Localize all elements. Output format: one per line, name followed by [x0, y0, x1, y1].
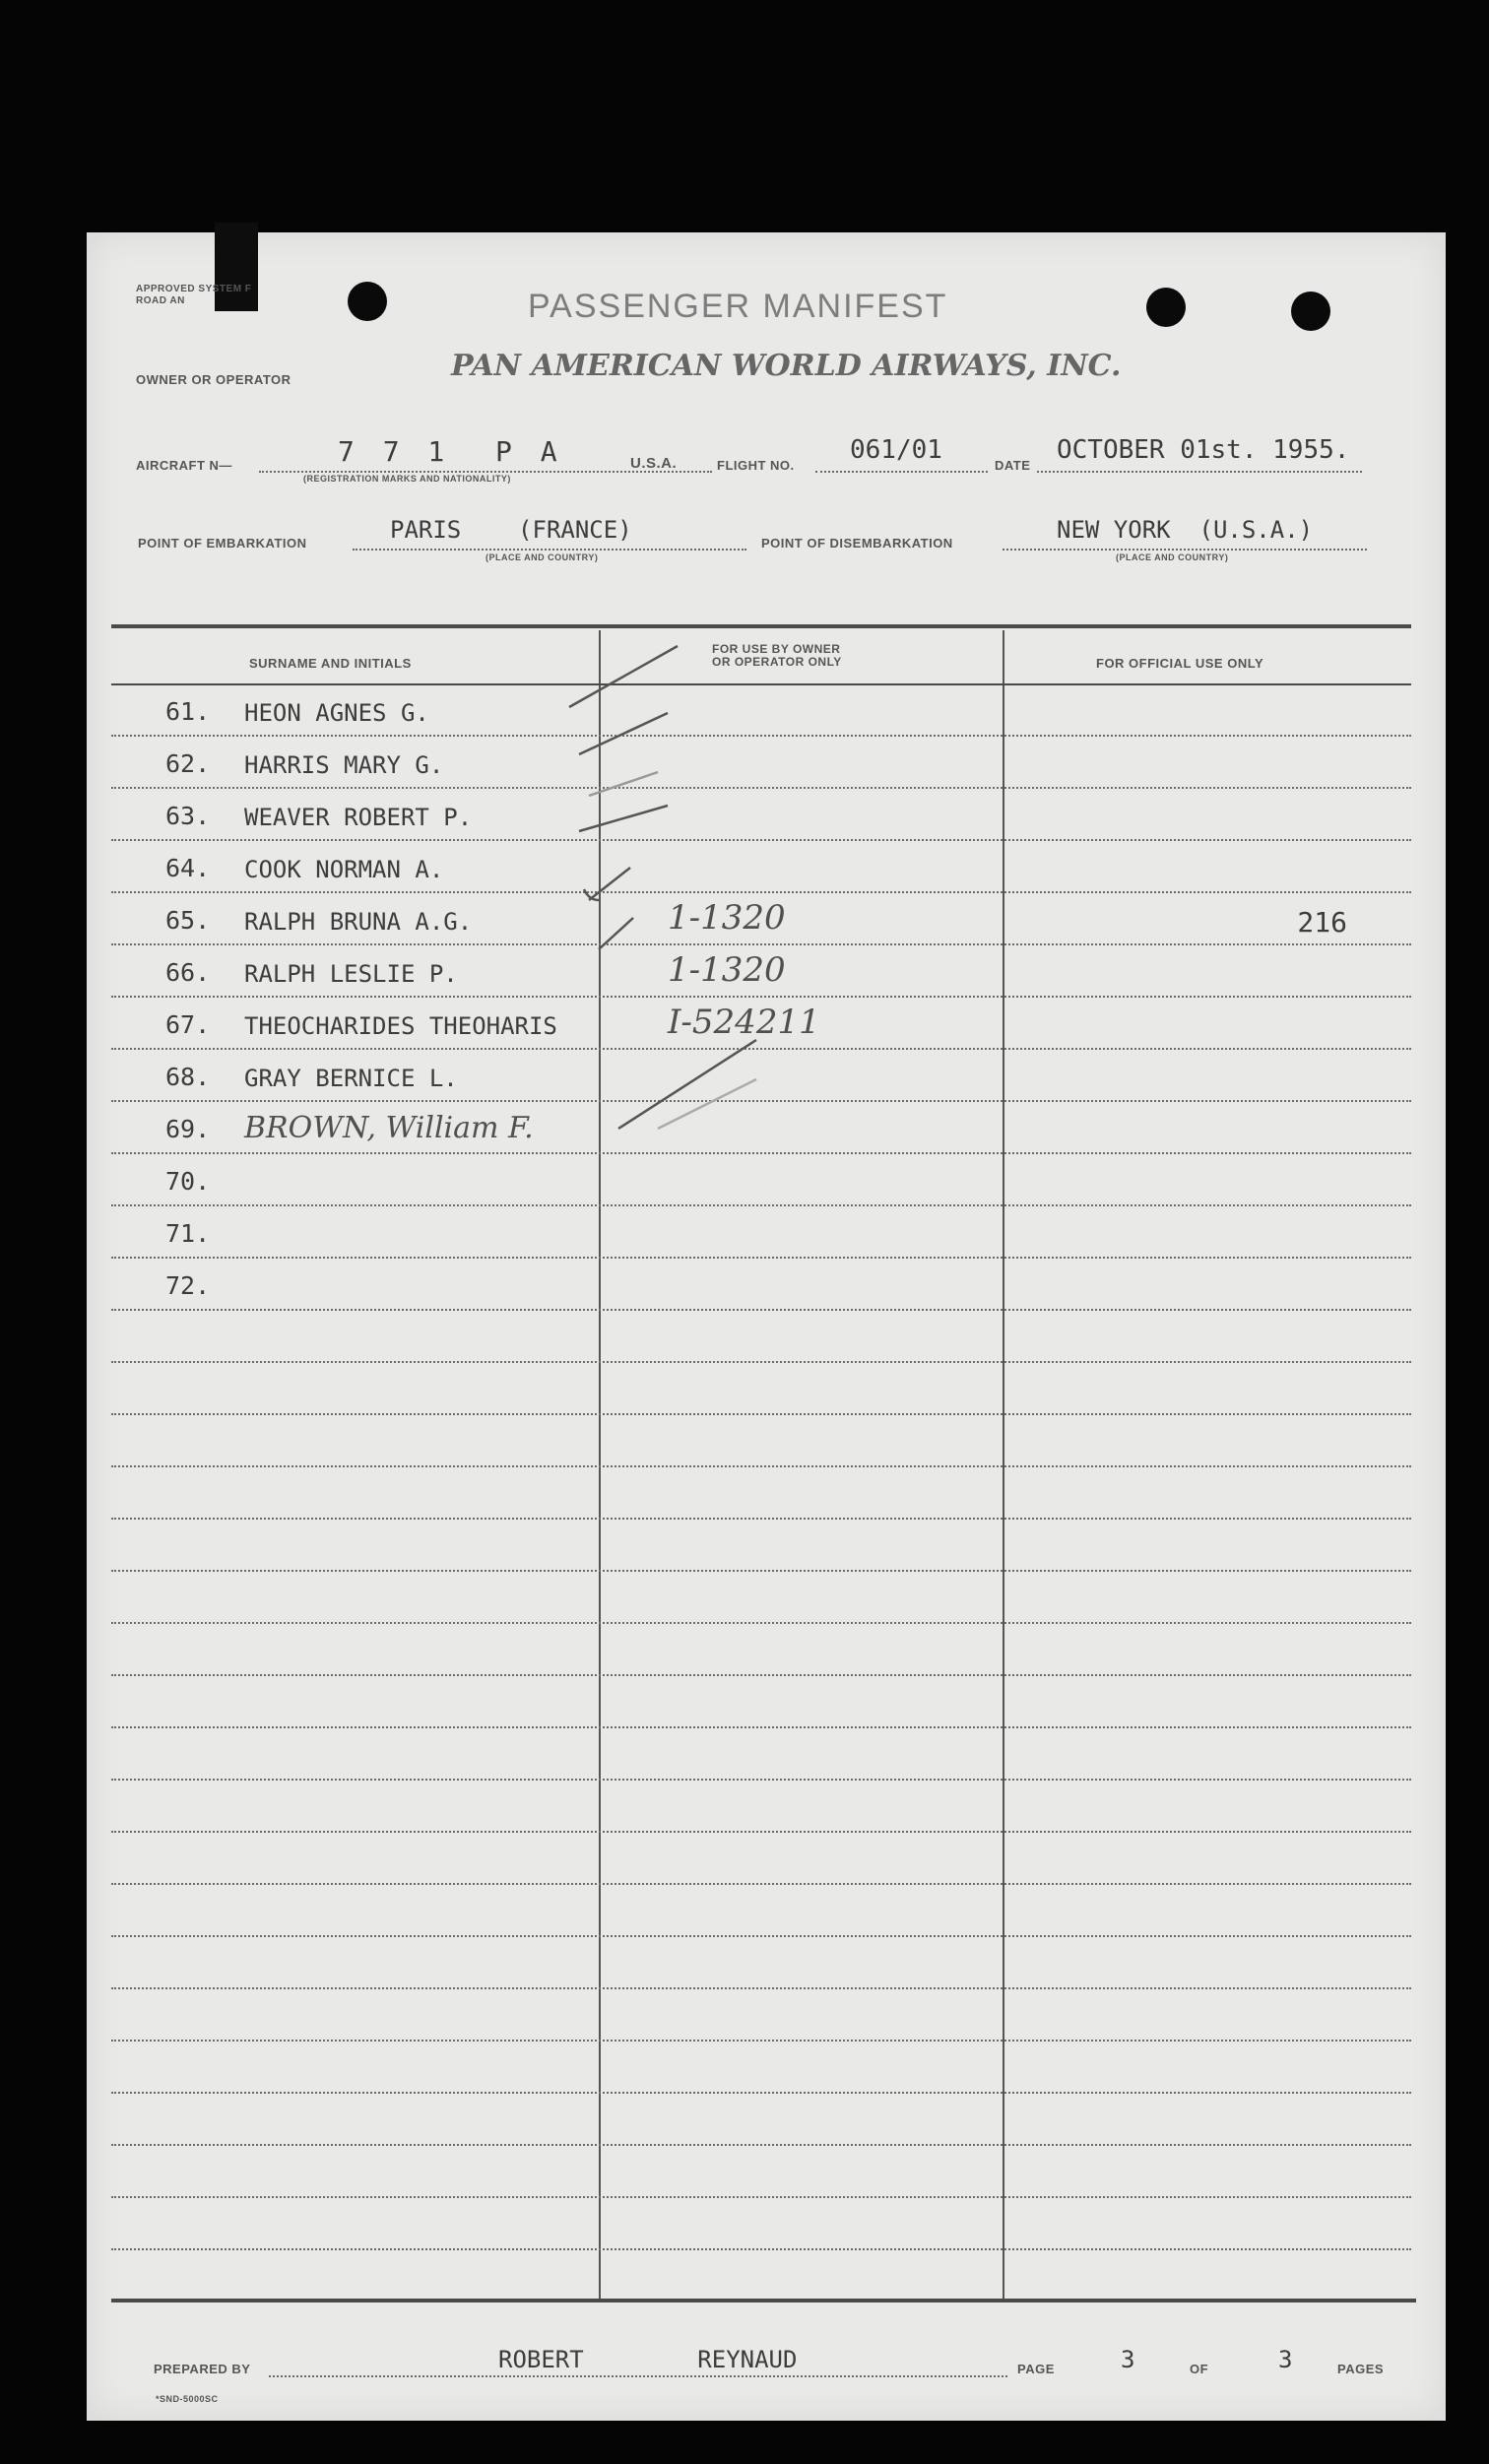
approval-stamp: APPROVED SYSTEM F ROAD AN: [136, 284, 252, 306]
page-number: 3: [1121, 2346, 1135, 2373]
aircraft-value: 7 7 1 P A: [338, 435, 563, 468]
row-rule: [111, 2144, 1411, 2146]
table-top-rule: [111, 624, 1411, 628]
row-rule: [111, 1413, 1411, 1415]
row-rule: [111, 2092, 1411, 2094]
header-bottom-rule: [111, 683, 1411, 685]
row-rule: [111, 1987, 1411, 1989]
form-code: *SND-5000SC: [156, 2394, 219, 2404]
row-rule: [111, 1152, 1411, 1154]
flight-label: FLIGHT NO.: [717, 458, 795, 473]
row-number: 62.: [165, 749, 211, 778]
passenger-name: HEON AGNES G.: [244, 699, 429, 727]
prepared-label: PREPARED BY: [154, 2362, 251, 2376]
row-rule: [111, 1361, 1411, 1363]
row-rule: [111, 839, 1411, 841]
row-rule: [111, 1831, 1411, 1833]
row-rule: [111, 1309, 1411, 1311]
row-rule: [111, 1935, 1411, 1937]
row-rule: [111, 1622, 1411, 1624]
date-value: OCTOBER 01st. 1955.: [1057, 435, 1350, 465]
page-total: 3: [1278, 2346, 1293, 2373]
row-number: 63.: [165, 802, 211, 830]
row-rule: [111, 1465, 1411, 1467]
column-divider-2: [1003, 630, 1004, 2299]
date-line: [1037, 471, 1362, 473]
row-number: 70.: [165, 1167, 211, 1196]
owner-label: OWNER OR OPERATOR: [136, 372, 291, 387]
column-header-name: SURNAME AND INITIALS: [249, 656, 412, 671]
disembark-value: NEW YORK (U.S.A.): [1057, 516, 1314, 544]
row-rule: [111, 2040, 1411, 2042]
embark-value: PARIS (FRANCE): [390, 516, 632, 544]
row-rule: [111, 1726, 1411, 1728]
operator-slashes-lower: [599, 1020, 796, 1138]
column-header-official: FOR OFFICIAL USE ONLY: [1096, 656, 1264, 671]
operator-note: 1-1320: [668, 950, 786, 990]
passenger-name: COOK NORMAN A.: [244, 856, 444, 883]
flight-line: [815, 471, 988, 473]
punch-hole-left: [348, 282, 387, 321]
row-rule: [111, 1674, 1411, 1676]
row-number: 68.: [165, 1063, 211, 1091]
row-number: 67.: [165, 1010, 211, 1039]
manifest-sheet: [87, 232, 1446, 2421]
punch-hole-center: [1146, 288, 1186, 327]
official-note: 216: [1297, 906, 1347, 939]
row-number: 71.: [165, 1219, 211, 1248]
embark-label: POINT OF EMBARKATION: [138, 536, 307, 551]
flight-value: 061/01: [850, 435, 942, 465]
operator-name: PAN AMERICAN WORLD AIRWAYS, INC.: [451, 349, 1122, 383]
row-rule: [111, 735, 1411, 737]
row-rule: [111, 2196, 1411, 2198]
passenger-name: THEOCHARIDES THEOHARIS: [244, 1012, 557, 1040]
page-label: PAGE: [1017, 2362, 1055, 2376]
row-rule: [111, 996, 1411, 998]
row-rule: [111, 787, 1411, 789]
passenger-name: BROWN, William F.: [244, 1111, 534, 1145]
embark-line: [353, 549, 746, 551]
row-rule: [111, 943, 1411, 945]
row-number: 64.: [165, 854, 211, 882]
passenger-name: WEAVER ROBERT P.: [244, 804, 473, 831]
row-number: 72.: [165, 1271, 211, 1300]
passenger-name: GRAY BERNICE L.: [244, 1065, 458, 1092]
row-rule: [111, 2248, 1411, 2250]
column-header-owner: FOR USE BY OWNER OR OPERATOR ONLY: [712, 642, 842, 669]
page-title: PASSENGER MANIFEST: [528, 288, 948, 325]
row-number: 61.: [165, 697, 211, 726]
row-number: 69.: [165, 1115, 211, 1143]
row-rule: [111, 1883, 1411, 1885]
embark-sub: (PLACE AND COUNTRY): [486, 552, 599, 562]
disembark-label: POINT OF DISEMBARKATION: [761, 536, 953, 551]
aircraft-label: AIRCRAFT N—: [136, 458, 232, 473]
passenger-name: RALPH LESLIE P.: [244, 960, 458, 988]
operator-note: I-524211: [668, 1003, 820, 1042]
usa-label: U.S.A.: [630, 455, 678, 472]
row-number: 65.: [165, 906, 211, 935]
row-rule: [111, 1204, 1411, 1206]
row-rule: [111, 1779, 1411, 1781]
punch-hole-right: [1291, 292, 1330, 331]
prepared-by: ROBERT REYNAUD: [498, 2346, 798, 2373]
date-label: DATE: [995, 458, 1031, 473]
disembark-line: [1003, 549, 1367, 551]
aircraft-sub: (REGISTRATION MARKS AND NATIONALITY): [303, 474, 511, 484]
of-label: OF: [1190, 2362, 1209, 2376]
row-rule: [111, 1570, 1411, 1572]
table-bottom-rule: [111, 2299, 1416, 2302]
pages-label: PAGES: [1337, 2362, 1385, 2376]
operator-check-marks: [559, 636, 756, 961]
row-rule: [111, 1518, 1411, 1520]
passenger-name: RALPH BRUNA A.G.: [244, 908, 473, 936]
passenger-name: HARRIS MARY G.: [244, 751, 444, 779]
row-number: 66.: [165, 958, 211, 987]
row-rule: [111, 1257, 1411, 1259]
row-rule: [111, 891, 1411, 893]
operator-note: 1-1320: [668, 898, 786, 938]
disembark-sub: (PLACE AND COUNTRY): [1116, 552, 1229, 562]
prepared-line: [269, 2375, 1007, 2377]
